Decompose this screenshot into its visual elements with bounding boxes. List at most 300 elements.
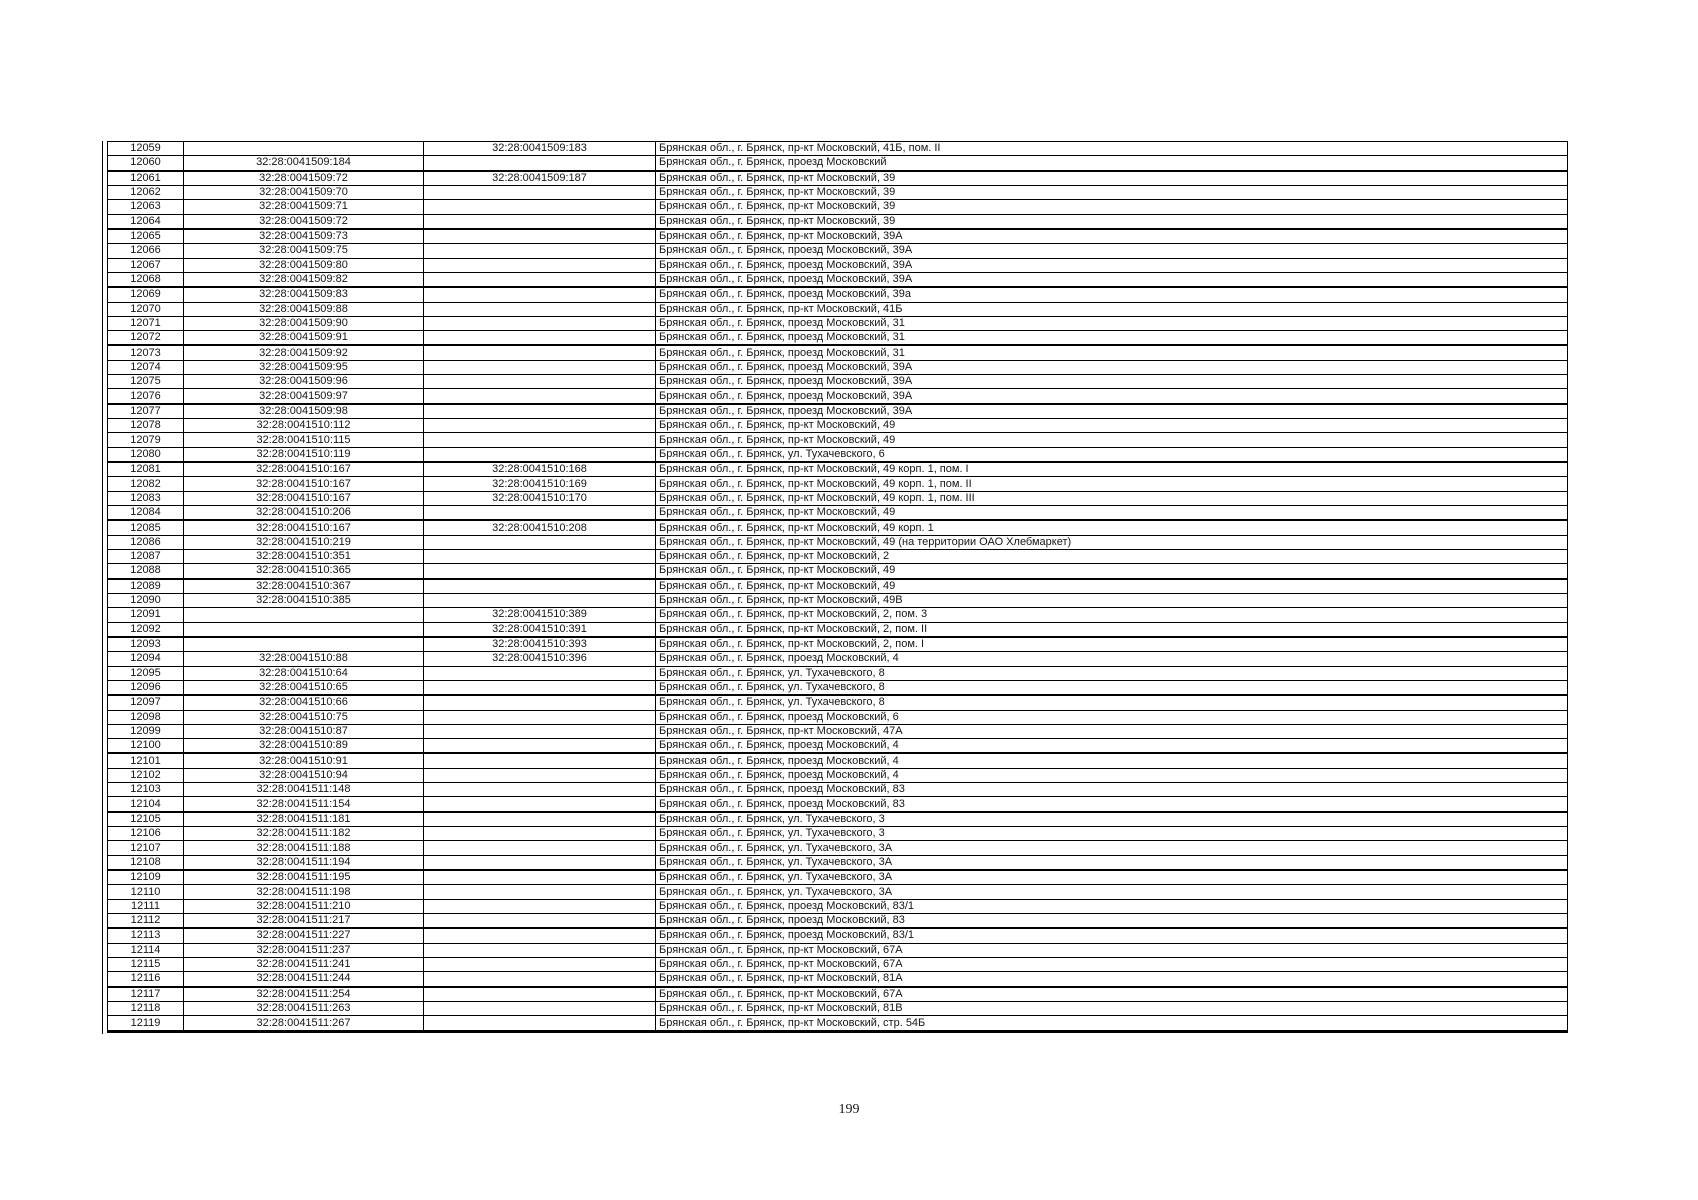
cadastral-number-cell: 32:28:0041510:119	[184, 447, 424, 462]
related-cadastral-number-cell: 32:28:0041510:168	[424, 462, 656, 477]
table-row	[108, 244, 1568, 258]
address-cell: Брянская обл., г. Брянск, проезд Московский	[656, 156, 1568, 171]
table-row	[108, 419, 1568, 433]
table-row	[108, 462, 1568, 477]
cadastral-number-cell: 32:28:0041509:72	[184, 214, 424, 229]
row-number-cell: 12070	[108, 302, 184, 316]
table-row	[108, 1016, 1568, 1032]
address-cell: Брянская обл., г. Брянск, пр-кт Московский, 81В	[656, 1001, 1568, 1015]
address-cell: Брянская обл., г. Брянск, проезд Московский, 39А	[656, 404, 1568, 419]
address-cell: Брянская обл., г. Брянск, проезд Московский, 83/1	[656, 928, 1568, 943]
cadastral-number-cell: 32:28:0041511:227	[184, 928, 424, 943]
table-row	[108, 185, 1568, 199]
row-number-cell: 12091	[108, 608, 184, 622]
row-number-cell: 12063	[108, 200, 184, 214]
address-cell: Брянская обл., г. Брянск, проезд Московский, 83	[656, 913, 1568, 928]
related-cadastral-number-cell	[424, 214, 656, 229]
table-row	[108, 797, 1568, 812]
related-cadastral-number-cell: 32:28:0041510:396	[424, 652, 656, 666]
cadastral-number-cell: 32:28:0041509:92	[184, 345, 424, 360]
address-cell: Брянская обл., г. Брянск, проезд Московский, 39А	[656, 258, 1568, 272]
cadastral-number-cell: 32:28:0041510:91	[184, 753, 424, 768]
row-number-cell: 12080	[108, 447, 184, 462]
related-cadastral-number-cell	[424, 768, 656, 782]
address-cell: Брянская обл., г. Брянск, пр-кт Московский, 49	[656, 505, 1568, 520]
cadastral-number-cell: 32:28:0041510:66	[184, 695, 424, 710]
address-cell: Брянская обл., г. Брянск, проезд Московский, 31	[656, 331, 1568, 346]
related-cadastral-number-cell	[424, 404, 656, 419]
table-row	[108, 229, 1568, 244]
address-cell: Брянская обл., г. Брянск, ул. Тухачевского, 6	[656, 447, 1568, 462]
address-cell: Брянская обл., г. Брянск, пр-кт Московский, 2, пом. II	[656, 622, 1568, 637]
row-number-cell: 12067	[108, 258, 184, 272]
row-number-cell: 12066	[108, 244, 184, 258]
cadastral-number-cell: 32:28:0041509:95	[184, 360, 424, 374]
table-row	[108, 827, 1568, 841]
related-cadastral-number-cell	[424, 957, 656, 971]
related-cadastral-number-cell	[424, 972, 656, 987]
table-row	[108, 214, 1568, 229]
address-cell: Брянская обл., г. Брянск, ул. Тухачевского, 3А	[656, 855, 1568, 870]
related-cadastral-number-cell	[424, 331, 656, 346]
cadastral-number-cell: 32:28:0041510:65	[184, 680, 424, 695]
table-row	[108, 433, 1568, 447]
row-number-cell: 12119	[108, 1016, 184, 1032]
cadastral-number-cell	[184, 608, 424, 622]
cadastral-number-cell: 32:28:0041510:219	[184, 535, 424, 549]
row-number-cell: 12073	[108, 345, 184, 360]
related-cadastral-number-cell	[424, 913, 656, 928]
table-row	[108, 389, 1568, 404]
cadastral-number-cell: 32:28:0041511:210	[184, 899, 424, 913]
row-number-cell: 12102	[108, 768, 184, 782]
related-cadastral-number-cell	[424, 447, 656, 462]
related-cadastral-number-cell	[424, 1001, 656, 1015]
cadastral-number-cell: 32:28:0041509:97	[184, 389, 424, 404]
cadastral-number-cell: 32:28:0041510:351	[184, 549, 424, 563]
related-cadastral-number-cell	[424, 579, 656, 594]
table-row	[108, 724, 1568, 738]
row-number-cell: 12079	[108, 433, 184, 447]
related-cadastral-number-cell	[424, 258, 656, 272]
address-cell: Брянская обл., г. Брянск, пр-кт Московский, 67А	[656, 987, 1568, 1002]
table-row	[108, 404, 1568, 419]
related-cadastral-number-cell	[424, 229, 656, 244]
table-row	[108, 549, 1568, 563]
row-number-cell: 12085	[108, 520, 184, 535]
row-number-cell: 12074	[108, 360, 184, 374]
address-cell: Брянская обл., г. Брянск, пр-кт Московский, 81А	[656, 972, 1568, 987]
table-row	[108, 564, 1568, 579]
cadastral-number-cell: 32:28:0041509:98	[184, 404, 424, 419]
address-cell: Брянская обл., г. Брянск, пр-кт Московский, 2	[656, 549, 1568, 563]
row-number-cell: 12071	[108, 316, 184, 330]
cadastral-number-cell: 32:28:0041509:71	[184, 200, 424, 214]
table-row	[108, 957, 1568, 971]
table-row	[108, 943, 1568, 957]
row-number-cell: 12109	[108, 870, 184, 885]
table-row	[108, 258, 1568, 272]
row-number-cell: 12103	[108, 783, 184, 797]
table-outer-left-border	[102, 141, 103, 1034]
row-number-cell: 12059	[108, 142, 184, 156]
related-cadastral-number-cell	[424, 535, 656, 549]
related-cadastral-number-cell	[424, 593, 656, 607]
row-number-cell: 12082	[108, 477, 184, 491]
table-row	[108, 156, 1568, 171]
row-number-cell: 12076	[108, 389, 184, 404]
row-number-cell: 12107	[108, 841, 184, 855]
cadastral-number-cell	[184, 142, 424, 156]
row-number-cell: 12077	[108, 404, 184, 419]
address-cell: Брянская обл., г. Брянск, проезд Московский, 31	[656, 316, 1568, 330]
cadastral-number-cell: 32:28:0041510:167	[184, 477, 424, 491]
table-row	[108, 302, 1568, 316]
table-row	[108, 331, 1568, 346]
cadastral-number-cell: 32:28:0041511:241	[184, 957, 424, 971]
related-cadastral-number-cell: 32:28:0041510:170	[424, 491, 656, 505]
row-number-cell: 12093	[108, 637, 184, 652]
table-row	[108, 316, 1568, 330]
cadastral-number-cell: 32:28:0041511:263	[184, 1001, 424, 1015]
related-cadastral-number-cell	[424, 928, 656, 943]
row-number-cell: 12104	[108, 797, 184, 812]
related-cadastral-number-cell: 32:28:0041510:208	[424, 520, 656, 535]
related-cadastral-number-cell	[424, 812, 656, 827]
related-cadastral-number-cell	[424, 419, 656, 433]
related-cadastral-number-cell	[424, 943, 656, 957]
address-cell: Брянская обл., г. Брянск, пр-кт Московский, 49	[656, 419, 1568, 433]
cadastral-number-cell: 32:28:0041511:181	[184, 812, 424, 827]
address-cell: Брянская обл., г. Брянск, проезд Московский, 83/1	[656, 899, 1568, 913]
address-cell: Брянская обл., г. Брянск, пр-кт Московский, 41Б	[656, 302, 1568, 316]
table-row	[108, 870, 1568, 885]
row-number-cell: 12068	[108, 272, 184, 287]
related-cadastral-number-cell	[424, 783, 656, 797]
row-number-cell: 12088	[108, 564, 184, 579]
related-cadastral-number-cell	[424, 855, 656, 870]
row-number-cell: 12108	[108, 855, 184, 870]
related-cadastral-number-cell	[424, 389, 656, 404]
related-cadastral-number-cell	[424, 710, 656, 724]
address-cell: Брянская обл., г. Брянск, пр-кт Московский, 49 корп. 1, пом. III	[656, 491, 1568, 505]
row-number-cell: 12105	[108, 812, 184, 827]
cadastral-number-cell: 32:28:0041509:90	[184, 316, 424, 330]
cadastral-number-cell: 32:28:0041511:195	[184, 870, 424, 885]
cadastral-number-cell: 32:28:0041510:112	[184, 419, 424, 433]
address-cell: Брянская обл., г. Брянск, пр-кт Московский, 39	[656, 214, 1568, 229]
row-number-cell: 12060	[108, 156, 184, 171]
cadastral-number-cell: 32:28:0041509:75	[184, 244, 424, 258]
row-number-cell: 12069	[108, 287, 184, 302]
row-number-cell: 12092	[108, 622, 184, 637]
row-number-cell: 12083	[108, 491, 184, 505]
related-cadastral-number-cell	[424, 345, 656, 360]
row-number-cell: 12087	[108, 549, 184, 563]
table-row	[108, 841, 1568, 855]
table-row	[108, 520, 1568, 535]
row-number-cell: 12061	[108, 171, 184, 186]
table-row	[108, 637, 1568, 652]
table-row	[108, 695, 1568, 710]
cadastral-number-cell: 32:28:0041510:206	[184, 505, 424, 520]
table-row	[108, 753, 1568, 768]
address-cell: Брянская обл., г. Брянск, пр-кт Московский, 49 (на территории ОАО Хлебмаркет)	[656, 535, 1568, 549]
related-cadastral-number-cell	[424, 244, 656, 258]
address-cell: Брянская обл., г. Брянск, пр-кт Московский, 67А	[656, 943, 1568, 957]
cadastral-number-cell: 32:28:0041509:83	[184, 287, 424, 302]
row-number-cell: 12101	[108, 753, 184, 768]
row-number-cell: 12115	[108, 957, 184, 971]
address-cell: Брянская обл., г. Брянск, пр-кт Московский, 49 корп. 1, пом. I	[656, 462, 1568, 477]
related-cadastral-number-cell	[424, 899, 656, 913]
cadastral-number-cell: 32:28:0041511:267	[184, 1016, 424, 1032]
related-cadastral-number-cell	[424, 885, 656, 899]
row-number-cell: 12097	[108, 695, 184, 710]
table-row	[108, 345, 1568, 360]
related-cadastral-number-cell	[424, 797, 656, 812]
cadastral-number-cell: 32:28:0041509:72	[184, 171, 424, 186]
cadastral-number-cell: 32:28:0041511:244	[184, 972, 424, 987]
row-number-cell: 12100	[108, 739, 184, 754]
cadastral-number-cell: 32:28:0041510:87	[184, 724, 424, 738]
table-row	[108, 652, 1568, 666]
table-row	[108, 477, 1568, 491]
cadastral-number-cell: 32:28:0041509:80	[184, 258, 424, 272]
related-cadastral-number-cell	[424, 316, 656, 330]
table-row	[108, 200, 1568, 214]
table-row	[108, 171, 1568, 186]
row-number-cell: 12096	[108, 680, 184, 695]
address-cell: Брянская обл., г. Брянск, ул. Тухачевского, 3	[656, 827, 1568, 841]
related-cadastral-number-cell	[424, 185, 656, 199]
cadastral-number-cell: 32:28:0041509:73	[184, 229, 424, 244]
cadastral-number-cell: 32:28:0041511:182	[184, 827, 424, 841]
table-row	[108, 899, 1568, 913]
cadastral-number-cell: 32:28:0041510:88	[184, 652, 424, 666]
row-number-cell: 12081	[108, 462, 184, 477]
related-cadastral-number-cell	[424, 753, 656, 768]
address-cell: Брянская обл., г. Брянск, пр-кт Московский, 41Б, пом. II	[656, 142, 1568, 156]
row-number-cell: 12089	[108, 579, 184, 594]
related-cadastral-number-cell	[424, 375, 656, 389]
row-number-cell: 12116	[108, 972, 184, 987]
address-cell: Брянская обл., г. Брянск, пр-кт Московский, 2, пом. 3	[656, 608, 1568, 622]
cadastral-number-cell: 32:28:0041509:82	[184, 272, 424, 287]
table-row	[108, 272, 1568, 287]
address-cell: Брянская обл., г. Брянск, ул. Тухачевского, 3	[656, 812, 1568, 827]
cadastral-number-cell: 32:28:0041511:148	[184, 783, 424, 797]
related-cadastral-number-cell	[424, 287, 656, 302]
related-cadastral-number-cell	[424, 870, 656, 885]
cadastral-number-cell: 32:28:0041511:154	[184, 797, 424, 812]
table-row	[108, 287, 1568, 302]
cadastral-number-cell: 32:28:0041511:188	[184, 841, 424, 855]
related-cadastral-number-cell: 32:28:0041510:393	[424, 637, 656, 652]
related-cadastral-number-cell	[424, 695, 656, 710]
related-cadastral-number-cell	[424, 724, 656, 738]
row-number-cell: 12094	[108, 652, 184, 666]
table-row	[108, 855, 1568, 870]
row-number-cell: 12106	[108, 827, 184, 841]
address-cell: Брянская обл., г. Брянск, ул. Тухачевского, 8	[656, 680, 1568, 695]
related-cadastral-number-cell	[424, 302, 656, 316]
table-row	[108, 375, 1568, 389]
cadastral-number-cell: 32:28:0041509:88	[184, 302, 424, 316]
table-row	[108, 768, 1568, 782]
table-row	[108, 928, 1568, 943]
address-cell: Брянская обл., г. Брянск, проезд Московский, 4	[656, 753, 1568, 768]
related-cadastral-number-cell	[424, 841, 656, 855]
address-cell: Брянская обл., г. Брянск, проезд Московский, 39А	[656, 389, 1568, 404]
address-cell: Брянская обл., г. Брянск, пр-кт Московский, 39	[656, 185, 1568, 199]
cadastral-number-cell: 32:28:0041510:115	[184, 433, 424, 447]
address-cell: Брянская обл., г. Брянск, ул. Тухачевского, 8	[656, 695, 1568, 710]
address-cell: Брянская обл., г. Брянск, ул. Тухачевского, 8	[656, 666, 1568, 680]
row-number-cell: 12086	[108, 535, 184, 549]
table-row	[108, 593, 1568, 607]
row-number-cell: 12090	[108, 593, 184, 607]
cadastral-number-cell	[184, 622, 424, 637]
table-row	[108, 608, 1568, 622]
row-number-cell: 12110	[108, 885, 184, 899]
cadastral-number-cell: 32:28:0041511:254	[184, 987, 424, 1002]
row-number-cell: 12114	[108, 943, 184, 957]
table-row	[108, 579, 1568, 594]
row-number-cell: 12064	[108, 214, 184, 229]
table-row	[108, 739, 1568, 754]
address-cell: Брянская обл., г. Брянск, пр-кт Московский, 39А	[656, 229, 1568, 244]
cadastral-number-cell: 32:28:0041509:70	[184, 185, 424, 199]
cadastral-table	[107, 141, 1568, 1033]
address-cell: Брянская обл., г. Брянск, пр-кт Московский, 39	[656, 171, 1568, 186]
table-row	[108, 710, 1568, 724]
address-cell: Брянская обл., г. Брянск, ул. Тухачевского, 3А	[656, 870, 1568, 885]
related-cadastral-number-cell	[424, 156, 656, 171]
related-cadastral-number-cell	[424, 680, 656, 695]
related-cadastral-number-cell	[424, 505, 656, 520]
related-cadastral-number-cell	[424, 739, 656, 754]
cadastral-table-body	[108, 142, 1568, 1032]
address-cell: Брянская обл., г. Брянск, пр-кт Московский, 39	[656, 200, 1568, 214]
related-cadastral-number-cell	[424, 1016, 656, 1032]
address-cell: Брянская обл., г. Брянск, пр-кт Московский, 49 корп. 1	[656, 520, 1568, 535]
row-number-cell: 12117	[108, 987, 184, 1002]
row-number-cell: 12075	[108, 375, 184, 389]
address-cell: Брянская обл., г. Брянск, пр-кт Московский, 49В	[656, 593, 1568, 607]
table-row	[108, 622, 1568, 637]
address-cell: Брянская обл., г. Брянск, проезд Московский, 39а	[656, 287, 1568, 302]
address-cell: Брянская обл., г. Брянск, пр-кт Московский, 2, пом. I	[656, 637, 1568, 652]
address-cell: Брянская обл., г. Брянск, пр-кт Московский, стр. 54Б	[656, 1016, 1568, 1032]
address-cell: Брянская обл., г. Брянск, проезд Московский, 4	[656, 739, 1568, 754]
table-row	[108, 535, 1568, 549]
related-cadastral-number-cell: 32:28:0041509:187	[424, 171, 656, 186]
page-number: 199	[838, 1102, 860, 1117]
table-row	[108, 812, 1568, 827]
table-row	[108, 987, 1568, 1002]
row-number-cell: 12078	[108, 419, 184, 433]
table-row	[108, 142, 1568, 156]
related-cadastral-number-cell	[424, 360, 656, 374]
address-cell: Брянская обл., г. Брянск, пр-кт Московский, 49	[656, 579, 1568, 594]
cadastral-number-cell: 32:28:0041509:91	[184, 331, 424, 346]
row-number-cell: 12084	[108, 505, 184, 520]
table-row	[108, 680, 1568, 695]
row-number-cell: 12098	[108, 710, 184, 724]
related-cadastral-number-cell	[424, 200, 656, 214]
address-cell: Брянская обл., г. Брянск, проезд Московский, 6	[656, 710, 1568, 724]
table-row	[108, 491, 1568, 505]
address-cell: Брянская обл., г. Брянск, пр-кт Московский, 67А	[656, 957, 1568, 971]
address-cell: Брянская обл., г. Брянск, проезд Московский, 4	[656, 652, 1568, 666]
address-cell: Брянская обл., г. Брянск, ул. Тухачевского, 3А	[656, 885, 1568, 899]
address-cell: Брянская обл., г. Брянск, пр-кт Московский, 47А	[656, 724, 1568, 738]
address-cell: Брянская обл., г. Брянск, проезд Московский, 39А	[656, 272, 1568, 287]
row-number-cell: 12065	[108, 229, 184, 244]
related-cadastral-number-cell: 32:28:0041510:169	[424, 477, 656, 491]
table-row	[108, 1001, 1568, 1015]
table-row	[108, 360, 1568, 374]
row-number-cell: 12099	[108, 724, 184, 738]
related-cadastral-number-cell	[424, 987, 656, 1002]
row-number-cell: 12072	[108, 331, 184, 346]
table-row	[108, 666, 1568, 680]
address-cell: Брянская обл., г. Брянск, пр-кт Московский, 49 корп. 1, пом. II	[656, 477, 1568, 491]
cadastral-number-cell: 32:28:0041510:75	[184, 710, 424, 724]
address-cell: Брянская обл., г. Брянск, проезд Московский, 83	[656, 797, 1568, 812]
related-cadastral-number-cell: 32:28:0041510:391	[424, 622, 656, 637]
cadastral-number-cell: 32:28:0041511:194	[184, 855, 424, 870]
row-number-cell: 12112	[108, 913, 184, 928]
related-cadastral-number-cell	[424, 272, 656, 287]
row-number-cell: 12111	[108, 899, 184, 913]
address-cell: Брянская обл., г. Брянск, проезд Московский, 4	[656, 768, 1568, 782]
row-number-cell: 12118	[108, 1001, 184, 1015]
cadastral-number-cell	[184, 637, 424, 652]
cadastral-number-cell: 32:28:0041510:385	[184, 593, 424, 607]
related-cadastral-number-cell: 32:28:0041510:389	[424, 608, 656, 622]
address-cell: Брянская обл., г. Брянск, ул. Тухачевского, 3А	[656, 841, 1568, 855]
cadastral-number-cell: 32:28:0041510:367	[184, 579, 424, 594]
cadastral-number-cell: 32:28:0041511:198	[184, 885, 424, 899]
row-number-cell: 12095	[108, 666, 184, 680]
cadastral-number-cell: 32:28:0041511:237	[184, 943, 424, 957]
address-cell: Брянская обл., г. Брянск, проезд Московский, 39А	[656, 360, 1568, 374]
cadastral-number-cell: 32:28:0041510:167	[184, 462, 424, 477]
row-number-cell: 12113	[108, 928, 184, 943]
table-row	[108, 447, 1568, 462]
address-cell: Брянская обл., г. Брянск, проезд Московский, 39А	[656, 375, 1568, 389]
related-cadastral-number-cell: 32:28:0041509:183	[424, 142, 656, 156]
cadastral-number-cell: 32:28:0041510:167	[184, 520, 424, 535]
address-cell: Брянская обл., г. Брянск, проезд Московский, 39А	[656, 244, 1568, 258]
row-number-cell: 12062	[108, 185, 184, 199]
table-row	[108, 505, 1568, 520]
related-cadastral-number-cell	[424, 564, 656, 579]
address-cell: Брянская обл., г. Брянск, проезд Московский, 31	[656, 345, 1568, 360]
address-cell: Брянская обл., г. Брянск, проезд Московский, 83	[656, 783, 1568, 797]
table-row	[108, 885, 1568, 899]
related-cadastral-number-cell	[424, 433, 656, 447]
address-cell: Брянская обл., г. Брянск, пр-кт Московский, 49	[656, 433, 1568, 447]
cadastral-number-cell: 32:28:0041510:64	[184, 666, 424, 680]
related-cadastral-number-cell	[424, 549, 656, 563]
address-cell: Брянская обл., г. Брянск, пр-кт Московский, 49	[656, 564, 1568, 579]
table-row	[108, 913, 1568, 928]
cadastral-number-cell: 32:28:0041510:365	[184, 564, 424, 579]
cadastral-number-cell: 32:28:0041510:167	[184, 491, 424, 505]
